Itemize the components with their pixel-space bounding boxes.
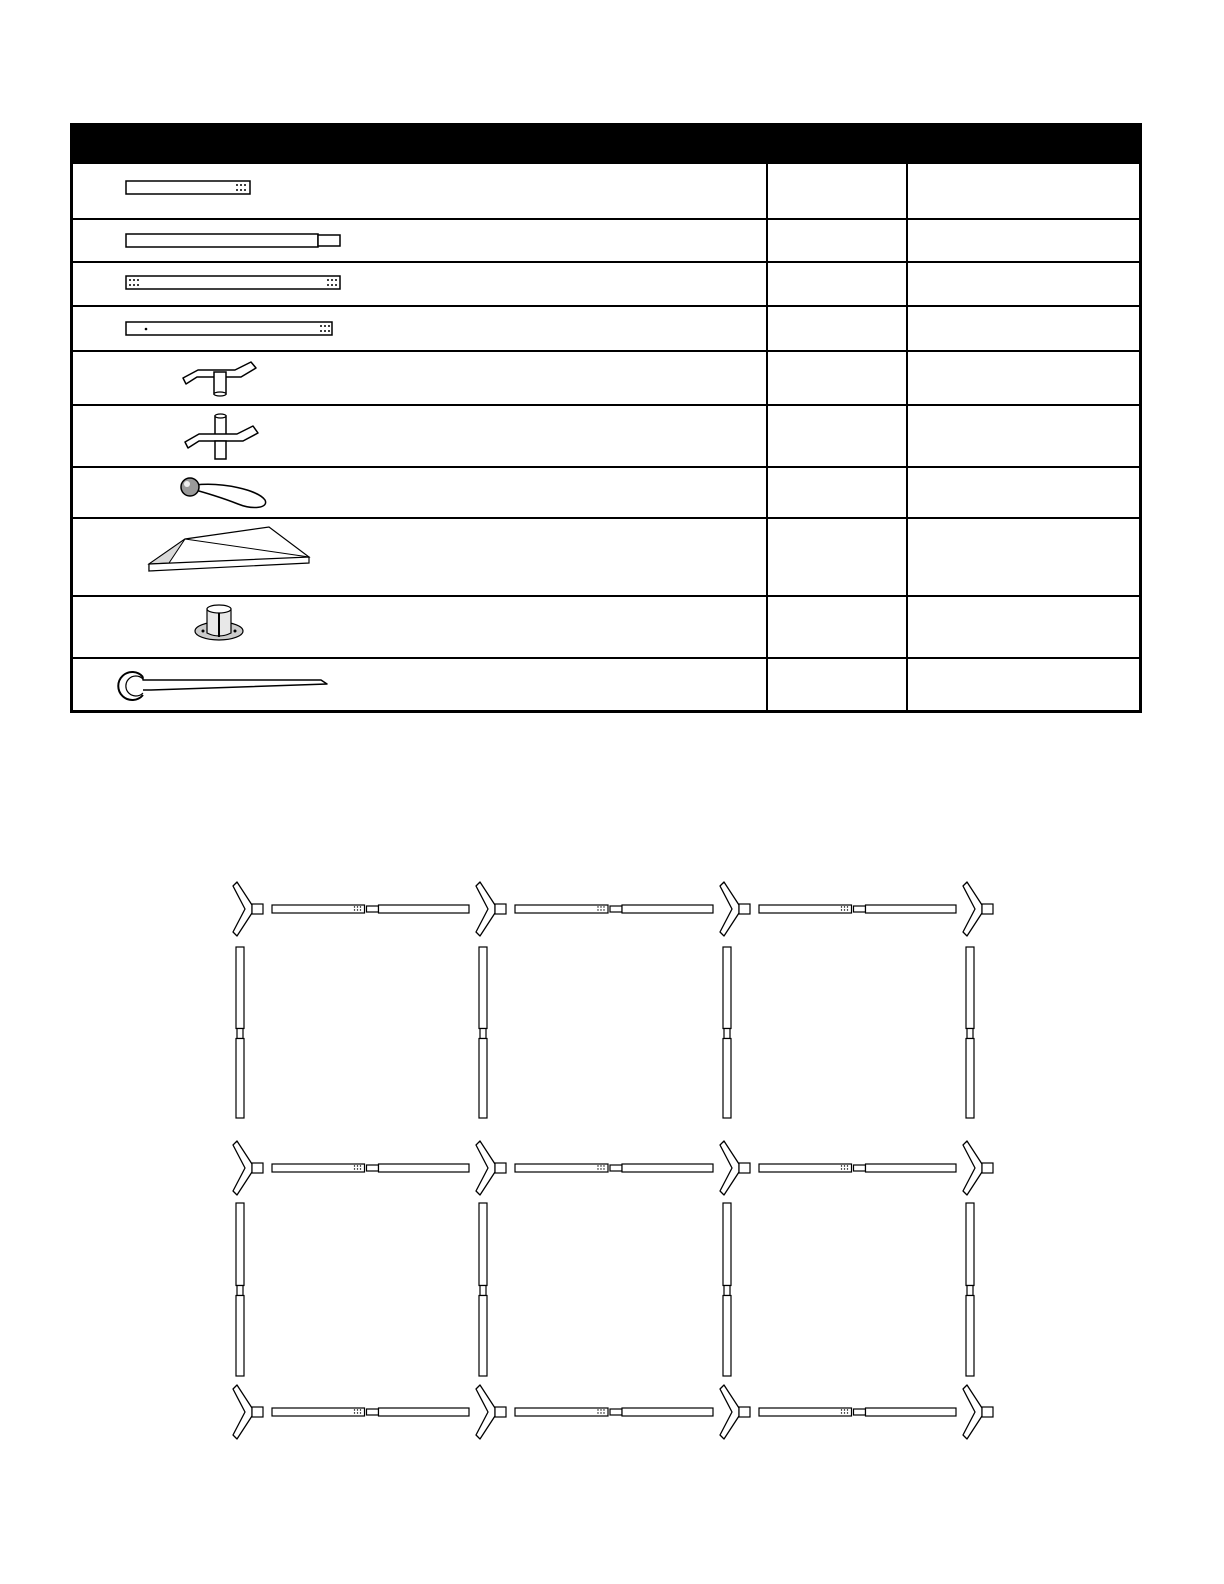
rail-hole-dots (360, 1168, 361, 1169)
leg-swage-joint (967, 1029, 973, 1039)
rail-hole-dots (597, 906, 598, 907)
fitting-icon (233, 1141, 252, 1195)
ball-bungee-drawing (73, 468, 766, 517)
table-row (73, 404, 1139, 466)
side-rail-left (515, 1408, 608, 1416)
side-rail-right (379, 905, 470, 913)
side-rail-left (515, 1164, 608, 1172)
canopy-cover-drawing (73, 519, 766, 595)
side-rail-left (272, 1164, 365, 1172)
leg-pole-upper (236, 1203, 244, 1286)
fitting-socket (495, 1163, 506, 1173)
rail-hole-dots (597, 1412, 598, 1413)
note-cell (906, 220, 1139, 261)
leg-swage-joint (480, 1286, 486, 1296)
note-cell (906, 406, 1139, 466)
rail-hole-dots (841, 1409, 842, 1410)
leg-pole-lower (236, 1039, 244, 1119)
rail-hole-dots (841, 909, 842, 910)
rail-hole-dots (841, 1412, 842, 1413)
leg-swage-joint (724, 1029, 730, 1039)
side-rail-right (866, 1164, 957, 1172)
leg-pole-lower (966, 1296, 974, 1377)
note-cell (906, 468, 1139, 517)
quantity-cell (766, 220, 906, 261)
fitting-socket (495, 904, 506, 914)
side-rail-left (272, 1408, 365, 1416)
quantity-cell (766, 307, 906, 350)
fitting-icon (963, 1141, 982, 1195)
rail-hole-dots (847, 906, 848, 907)
leg-swage-joint (480, 1029, 486, 1039)
part-illustration-cell (73, 263, 766, 305)
rail-hole-dots (357, 1165, 358, 1166)
side-rail-left (515, 905, 608, 913)
part-illustration-cell (73, 352, 766, 404)
rail-hole-dots (841, 1168, 842, 1169)
rail-hole-dots (597, 1409, 598, 1410)
fitting-icon (476, 1141, 495, 1195)
part-illustration-cell (73, 659, 766, 710)
part-illustration-cell (73, 164, 766, 218)
rail-hole-dots (597, 1168, 598, 1169)
rail-hole-dots (603, 1409, 604, 1410)
side-rail-right (866, 905, 957, 913)
part-illustration-cell (73, 468, 766, 517)
rail-hole-dots (603, 909, 604, 910)
leg-swage-joint (237, 1029, 243, 1039)
note-cell (906, 597, 1139, 657)
leg-pole-upper (966, 947, 974, 1029)
note-cell (906, 307, 1139, 350)
rail-hole-dots (844, 906, 845, 907)
corner-fitting-drawing (73, 352, 766, 404)
fitting-icon (476, 882, 495, 936)
fitting-icon (233, 882, 252, 936)
fitting-icon (720, 882, 739, 936)
rail-hole-dots (360, 1412, 361, 1413)
table-row (73, 218, 1139, 261)
quantity-cell (766, 597, 906, 657)
rail-swage-joint (610, 1409, 622, 1415)
rail-hole-dots (603, 1168, 604, 1169)
quantity-cell (766, 659, 906, 710)
leg-swage-joint (724, 1286, 730, 1296)
rail-hole-dots (354, 1168, 355, 1169)
quantity-cell (766, 519, 906, 595)
table-row (73, 657, 1139, 710)
ground-stake-drawing (73, 659, 766, 710)
fitting-icon (720, 1385, 739, 1439)
fitting-icon (963, 1385, 982, 1439)
leg-pole-upper (966, 1203, 974, 1286)
parts-table-header (73, 126, 1139, 164)
side-rail-right (866, 1408, 957, 1416)
rail-hole-dots (597, 909, 598, 910)
leg-pole-upper (236, 947, 244, 1029)
leg-pole-upper (723, 947, 731, 1029)
rail-hole-dots (360, 906, 361, 907)
leg-pole-drawing (73, 220, 766, 261)
leg-pole-lower (723, 1039, 731, 1119)
part-illustration-cell (73, 519, 766, 595)
note-cell (906, 352, 1139, 404)
fitting-icon (476, 1385, 495, 1439)
rail-hole-dots (600, 1168, 601, 1169)
table-row (73, 164, 1139, 218)
rail-hole-dots (847, 1168, 848, 1169)
fitting-socket (252, 1407, 263, 1417)
frame-layout-diagram (0, 860, 1224, 1460)
leg-pole-lower (479, 1039, 487, 1119)
fitting-socket (982, 1407, 993, 1417)
rail-hole-dots (841, 906, 842, 907)
leg-pole-lower (236, 1296, 244, 1377)
short-end-pole-drawing (73, 164, 766, 218)
quantity-cell (766, 164, 906, 218)
rail-hole-dots (360, 1409, 361, 1410)
fitting-socket (739, 904, 750, 914)
leg-pole-upper (723, 1203, 731, 1286)
rail-hole-dots (600, 1409, 601, 1410)
note-cell (906, 519, 1139, 595)
rail-swage-joint (367, 1409, 379, 1415)
leg-pole-lower (479, 1296, 487, 1377)
rail-hole-dots (844, 1168, 845, 1169)
leg-swage-joint (237, 1286, 243, 1296)
rail-hole-dots (357, 906, 358, 907)
rail-hole-dots (360, 909, 361, 910)
rail-hole-dots (357, 1168, 358, 1169)
table-row (73, 595, 1139, 657)
rail-hole-dots (847, 1409, 848, 1410)
fitting-socket (252, 904, 263, 914)
rail-hole-dots (847, 909, 848, 910)
parts-table (70, 123, 1142, 713)
rail-hole-dots (847, 1412, 848, 1413)
fitting-socket (252, 1163, 263, 1173)
fitting-icon (233, 1385, 252, 1439)
rail-hole-dots (354, 1412, 355, 1413)
fitting-socket (739, 1407, 750, 1417)
note-cell (906, 164, 1139, 218)
rail-hole-dots (357, 1409, 358, 1410)
side-rail-right (379, 1408, 470, 1416)
rail-swage-joint (610, 906, 622, 912)
rail-hole-dots (600, 1412, 601, 1413)
rail-hole-dots (597, 1165, 598, 1166)
table-row (73, 466, 1139, 517)
rail-hole-dots (360, 1165, 361, 1166)
leg-swage-joint (967, 1286, 973, 1296)
part-illustration-cell (73, 220, 766, 261)
side-rail-left (759, 1164, 852, 1172)
side-rail-right (622, 1164, 713, 1172)
side-rail-right (622, 1408, 713, 1416)
rail-swage-joint (854, 1165, 866, 1171)
fitting-socket (739, 1163, 750, 1173)
rail-hole-dots (600, 1165, 601, 1166)
quantity-cell (766, 263, 906, 305)
rail-hole-dots (844, 1165, 845, 1166)
side-rail-left (272, 905, 365, 913)
table-row (73, 261, 1139, 305)
rail-hole-dots (844, 1412, 845, 1413)
fitting-icon (963, 882, 982, 936)
rail-hole-dots (357, 909, 358, 910)
fitting-socket (982, 1163, 993, 1173)
rail-hole-dots (844, 909, 845, 910)
part-illustration-cell (73, 406, 766, 466)
center-fitting-drawing (73, 406, 766, 466)
side-rail-right (379, 1164, 470, 1172)
quantity-cell (766, 352, 906, 404)
rail-swage-joint (367, 1165, 379, 1171)
leg-pole-upper (479, 1203, 487, 1286)
fitting-socket (982, 904, 993, 914)
table-row (73, 305, 1139, 350)
rail-hole-dots (357, 1412, 358, 1413)
table-row (73, 517, 1139, 595)
table-row (73, 350, 1139, 404)
side-rail-left (759, 905, 852, 913)
part-illustration-cell (73, 597, 766, 657)
rail-hole-dots (844, 1409, 845, 1410)
rail-hole-dots (603, 1412, 604, 1413)
fitting-socket (495, 1407, 506, 1417)
rail-hole-dots (603, 906, 604, 907)
rail-swage-joint (854, 1409, 866, 1415)
rail-swage-joint (854, 906, 866, 912)
leg-pole-lower (723, 1296, 731, 1377)
quantity-cell (766, 468, 906, 517)
center-side-rail-drawing (73, 307, 766, 350)
rail-swage-joint (610, 1165, 622, 1171)
note-cell (906, 263, 1139, 305)
rail-hole-dots (354, 1165, 355, 1166)
leg-pole-lower (966, 1039, 974, 1119)
foot-pad-drawing (73, 597, 766, 657)
rail-hole-dots (603, 1165, 604, 1166)
rail-hole-dots (600, 906, 601, 907)
rail-swage-joint (367, 906, 379, 912)
rail-hole-dots (354, 906, 355, 907)
fitting-icon (720, 1141, 739, 1195)
side-rail-left (759, 1408, 852, 1416)
note-cell (906, 659, 1139, 710)
part-illustration-cell (73, 307, 766, 350)
rail-hole-dots (600, 909, 601, 910)
long-side-rail-drawing (73, 263, 766, 305)
rail-hole-dots (354, 909, 355, 910)
side-rail-right (622, 905, 713, 913)
quantity-cell (766, 406, 906, 466)
leg-pole-upper (479, 947, 487, 1029)
rail-hole-dots (354, 1409, 355, 1410)
rail-hole-dots (841, 1165, 842, 1166)
rail-hole-dots (847, 1165, 848, 1166)
